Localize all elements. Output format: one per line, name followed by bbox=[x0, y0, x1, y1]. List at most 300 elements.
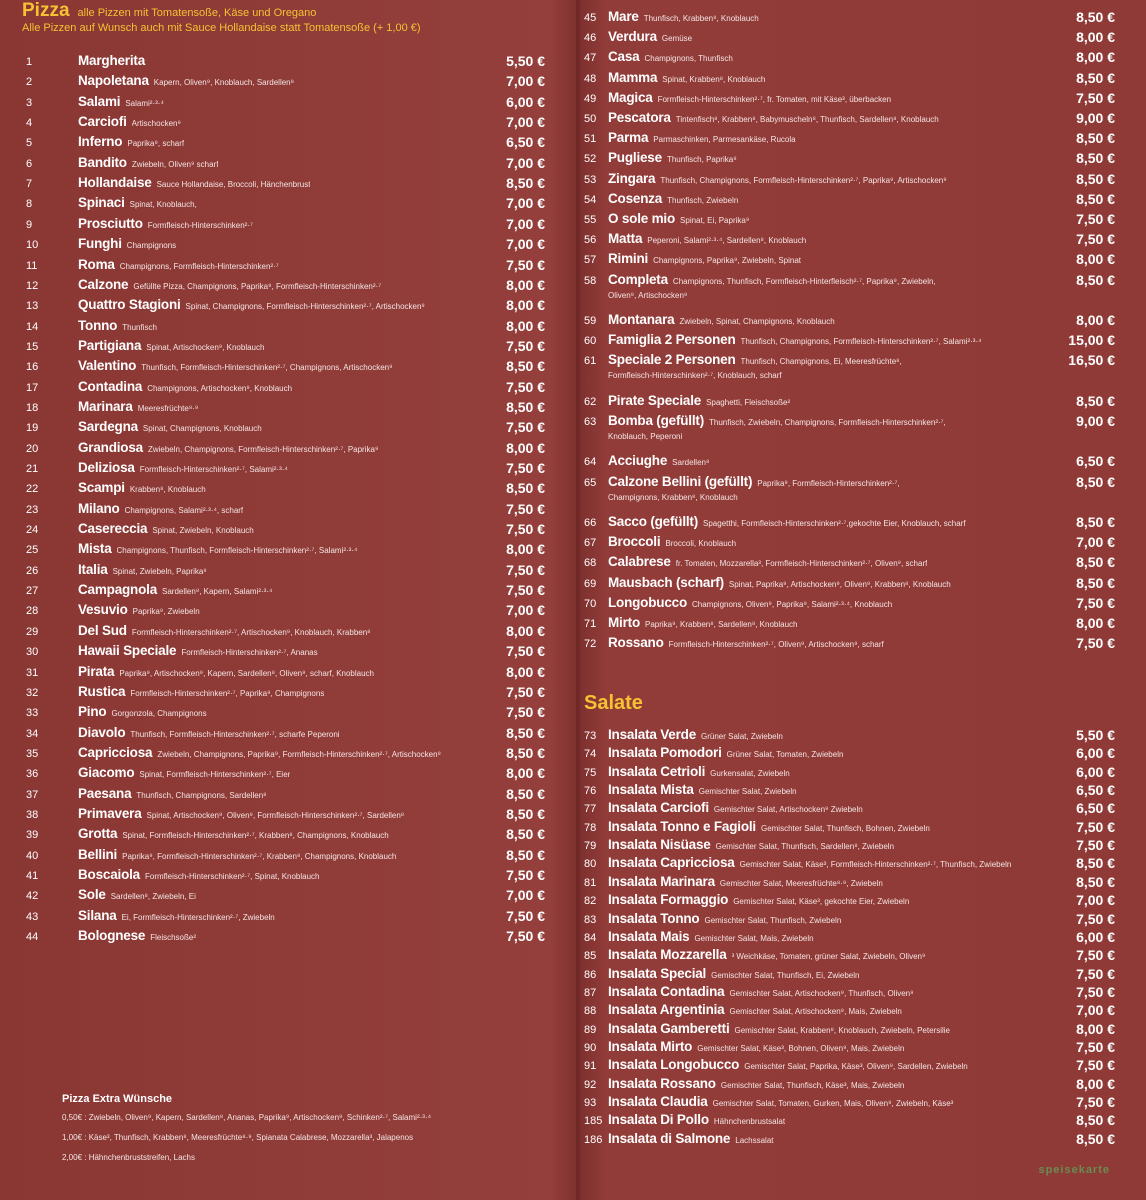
item-description: Gemischter Salat, Artischocken⁹, Thunfisch, Oliven⁹ bbox=[729, 988, 914, 998]
item-name: Margherita bbox=[78, 53, 146, 68]
item-text bbox=[608, 70, 765, 85]
item-price: 15,00 € bbox=[1068, 332, 1115, 349]
item-text bbox=[78, 480, 206, 495]
item-name: Insalata Nisüase bbox=[608, 837, 711, 853]
menu-item bbox=[0, 318, 560, 338]
item-description: Gemischter Salat, Thunfisch, Zwiebeln bbox=[704, 915, 842, 925]
item-description: Ei, Formfleisch-Hinterschinken²·⁷, Zwiebeln bbox=[121, 912, 275, 922]
item-description-cont: Formfleisch-Hinterschinken²·⁷, Knoblauch, scharf bbox=[608, 371, 782, 381]
item-description: Gemischter Salat, Thunfisch, Ei, Zwiebeln bbox=[711, 970, 860, 980]
item-name: Insalata Contadina bbox=[608, 983, 725, 999]
item-text bbox=[608, 352, 902, 367]
item-text bbox=[608, 534, 736, 549]
menu-item bbox=[0, 440, 560, 460]
item-description: Zwiebeln, Oliven⁹ scharf bbox=[131, 159, 219, 169]
item-text bbox=[608, 892, 909, 907]
extras-line: 2,00€ : Hähnchenbruststreifen, Lachs bbox=[62, 1153, 195, 1162]
menu-item bbox=[0, 399, 560, 419]
item-name: Mamma bbox=[608, 69, 658, 85]
menu-item bbox=[0, 786, 560, 806]
item-price: 7,00 € bbox=[506, 114, 545, 131]
menu-item bbox=[0, 928, 560, 948]
item-price: 8,50 € bbox=[506, 846, 545, 863]
item-number: 71 bbox=[584, 618, 597, 630]
menu-item bbox=[580, 251, 1146, 271]
item-price: 8,00 € bbox=[506, 317, 545, 334]
menu-item bbox=[580, 90, 1146, 110]
item-price: 8,00 € bbox=[1076, 49, 1115, 66]
item-price: 8,50 € bbox=[506, 785, 545, 802]
item-name: Insalata Rossano bbox=[608, 1075, 716, 1091]
item-price: 7,50 € bbox=[506, 521, 545, 538]
item-price: 8,50 € bbox=[506, 358, 545, 375]
item-name: Deliziosa bbox=[78, 460, 135, 475]
item-description: ³ Weichkäse, Tomaten, grüner Salat, Zwiebeln, Oliven⁹ bbox=[731, 952, 926, 962]
item-number: 14 bbox=[26, 320, 39, 333]
item-price: 7,50 € bbox=[1076, 1094, 1115, 1110]
item-number: 43 bbox=[26, 910, 39, 923]
item-description: Spaghetti, Fleischsoße² bbox=[706, 397, 791, 407]
menu-item bbox=[580, 352, 1146, 372]
item-description: Spinat, Zwiebeln, Knoblauch bbox=[152, 526, 254, 536]
item-number: 81 bbox=[584, 876, 597, 889]
item-number: 77 bbox=[584, 803, 597, 816]
item-price: 7,50 € bbox=[506, 704, 545, 721]
item-number: 19 bbox=[26, 422, 39, 435]
item-name: Insalata di Salmone bbox=[608, 1130, 731, 1146]
item-price: 8,00 € bbox=[1076, 312, 1115, 328]
menu-item bbox=[580, 929, 1146, 949]
item-name: Hollandaise bbox=[78, 175, 152, 191]
item-name: Insalata Longobucco bbox=[608, 1057, 740, 1073]
item-number: 31 bbox=[26, 666, 39, 679]
item-price: 7,50 € bbox=[506, 337, 545, 354]
item-text bbox=[608, 231, 806, 246]
item-number: 76 bbox=[584, 785, 597, 798]
item-name: Hawaii Speciale bbox=[78, 643, 177, 659]
item-description: Artischocken⁹ bbox=[131, 119, 181, 129]
menu-item bbox=[0, 908, 560, 928]
item-price: 7,00 € bbox=[506, 195, 545, 212]
item-description: Gemischter Salat, Mais, Zwiebeln bbox=[694, 933, 814, 943]
menu-item bbox=[580, 130, 1146, 150]
item-description: Peperoni, Salami²·³·⁴, Sardellen⁸, Knoblauch bbox=[647, 236, 807, 246]
menu-item bbox=[580, 554, 1146, 574]
item-price: 8,00 € bbox=[1076, 251, 1115, 268]
item-number: 62 bbox=[584, 395, 597, 408]
item-description: Broccoli, Knoblauch bbox=[665, 539, 737, 549]
menu-item bbox=[580, 413, 1146, 433]
menu-item bbox=[0, 134, 560, 154]
item-name: Carciofi bbox=[78, 114, 127, 130]
item-text bbox=[608, 413, 946, 428]
item-number: 70 bbox=[584, 597, 597, 610]
item-number: 47 bbox=[584, 52, 597, 65]
item-name: Primavera bbox=[78, 805, 142, 821]
item-name: Mirto bbox=[608, 615, 640, 630]
item-description: Grüner Salat, Zwiebeln bbox=[701, 732, 783, 741]
item-description: Sardellen⁸, Kapern, Salami²·³·⁴ bbox=[162, 587, 273, 597]
item-name: Insalata Tonno bbox=[608, 910, 700, 926]
menu-item bbox=[580, 211, 1146, 231]
item-description: Parmaschinken, Parmesankäse, Rucola bbox=[653, 135, 796, 145]
item-description: Meeresfrüchte⁸·⁹ bbox=[137, 403, 199, 413]
menu-item bbox=[0, 155, 560, 175]
item-number: 91 bbox=[584, 1060, 597, 1073]
item-name: Partigiana bbox=[78, 337, 142, 353]
item-price: 7,50 € bbox=[506, 460, 545, 476]
item-price: 7,00 € bbox=[506, 215, 545, 232]
item-price: 8,50 € bbox=[1076, 1130, 1115, 1147]
item-description: Spinat, Artischocken⁹, Oliven⁹, Formfleisch-Hinterschinken²·⁷, Sardellen⁸ bbox=[146, 810, 405, 820]
item-text bbox=[78, 460, 288, 475]
item-number: 32 bbox=[26, 686, 39, 699]
item-price: 7,00 € bbox=[1076, 892, 1115, 909]
item-name: Calzone bbox=[78, 276, 129, 292]
item-price: 7,50 € bbox=[506, 582, 545, 599]
item-price: 8,50 € bbox=[1076, 514, 1115, 530]
item-name: Tonno bbox=[78, 317, 118, 333]
item-number: 5 bbox=[26, 137, 33, 150]
item-number: 11 bbox=[26, 259, 38, 272]
menu-item bbox=[580, 745, 1146, 765]
item-name: Insalata Mista bbox=[608, 782, 694, 798]
item-number: 22 bbox=[26, 483, 39, 496]
item-name: Pino bbox=[78, 704, 107, 720]
menu-item bbox=[0, 521, 560, 541]
item-name: Valentino bbox=[78, 358, 137, 374]
item-description: Champignons, Formfleisch-Hinterschinken²·⁷ bbox=[119, 261, 279, 271]
item-description: Spinat, Formfleisch-Hinterschinken²·⁷, Eier bbox=[139, 770, 291, 780]
menu-item bbox=[0, 704, 560, 724]
item-name: Sardegna bbox=[78, 419, 138, 435]
item-description: Paprika⁹, Artischocken⁹, Kapern, Sardellen⁸, Oliven⁹, scharf, Knoblauch bbox=[119, 668, 374, 678]
menu-item bbox=[580, 514, 1146, 534]
item-number: 41 bbox=[26, 870, 39, 882]
item-name: Paesana bbox=[78, 785, 132, 801]
item-text bbox=[608, 211, 749, 226]
item-price: 7,50 € bbox=[1076, 947, 1115, 964]
item-name: Acciughe bbox=[608, 453, 668, 469]
item-text bbox=[78, 521, 254, 536]
item-price: 7,50 € bbox=[1076, 910, 1115, 927]
item-text bbox=[608, 800, 863, 815]
item-text bbox=[608, 984, 914, 999]
menu-item bbox=[580, 727, 1146, 747]
menu-item bbox=[0, 826, 560, 846]
item-text bbox=[78, 358, 393, 373]
item-price: 7,00 € bbox=[506, 154, 545, 171]
item-price: 7,50 € bbox=[506, 643, 545, 660]
item-number: 65 bbox=[584, 476, 597, 489]
menu-item bbox=[580, 1131, 1146, 1151]
menu-item bbox=[580, 635, 1146, 655]
item-name: Mausbach (scharf) bbox=[608, 574, 724, 590]
item-name: Cosenza bbox=[608, 190, 663, 206]
pizza-extras bbox=[62, 1093, 532, 1173]
item-price: 6,00 € bbox=[506, 93, 545, 110]
item-number: 1 bbox=[26, 56, 33, 68]
item-text bbox=[608, 150, 737, 165]
item-number: 66 bbox=[584, 517, 597, 529]
item-description: fr. Tomaten, Mozzarella³, Formfleisch-Hinterschinken²·⁷, Oliven⁹, scharf bbox=[675, 559, 928, 569]
menu-item bbox=[580, 1002, 1146, 1022]
item-number: 42 bbox=[26, 890, 39, 903]
item-text bbox=[608, 272, 936, 287]
item-name: Insalata Carciofi bbox=[608, 800, 709, 816]
item-number: 15 bbox=[26, 340, 39, 353]
menu-item bbox=[0, 806, 560, 826]
menu-item bbox=[0, 94, 560, 114]
item-description: Champignons bbox=[126, 241, 177, 251]
item-description: Gemischter Salat, Krabben⁸, Knoblauch, Zwiebeln, Petersilie bbox=[734, 1025, 950, 1035]
extras-title: Pizza Extra Wünsche bbox=[62, 1093, 173, 1105]
item-text bbox=[78, 195, 197, 210]
item-text bbox=[78, 745, 441, 760]
item-number: 92 bbox=[584, 1078, 597, 1091]
item-name: Campagnola bbox=[78, 582, 158, 598]
item-price: 8,50 € bbox=[1076, 554, 1115, 571]
item-price: 8,50 € bbox=[1076, 1112, 1115, 1129]
item-text bbox=[78, 623, 371, 638]
item-description: Thunfisch, Champignons, Ei, Meeresfrüchte⁸, bbox=[740, 357, 902, 367]
item-number: 37 bbox=[26, 788, 39, 801]
item-number: 54 bbox=[584, 193, 597, 206]
item-name: Insalata Gamberetti bbox=[608, 1020, 730, 1036]
menu-item bbox=[0, 175, 560, 195]
item-description: Spagetthi, Formfleisch-Hinterschinken²·⁷,gekochte Eier, Knoblauch, scharf bbox=[703, 519, 966, 528]
item-description: Gorgonzola, Champignons bbox=[111, 709, 207, 719]
item-name: Giacomo bbox=[78, 765, 135, 781]
item-name: Marinara bbox=[78, 398, 133, 414]
menu-item bbox=[580, 764, 1146, 784]
item-price: 7,50 € bbox=[506, 561, 545, 578]
item-description: Formfleisch-Hinterschinken²·⁷, Salami²·³·⁴ bbox=[139, 465, 288, 474]
menu-item bbox=[580, 110, 1146, 130]
menu-item bbox=[580, 595, 1146, 615]
menu-item bbox=[0, 541, 560, 561]
item-price: 7,50 € bbox=[1076, 594, 1115, 611]
item-description: Thunfisch, Champignons, Formfleisch-Hinterschinken²·⁷, Paprika⁹, Artischocken⁹ bbox=[660, 175, 947, 185]
item-name: Calabrese bbox=[608, 554, 671, 570]
menu-item bbox=[580, 332, 1146, 352]
item-text bbox=[78, 826, 389, 841]
item-name: Del Sud bbox=[78, 622, 127, 638]
item-name: Broccoli bbox=[608, 534, 661, 550]
item-name: Capricciosa bbox=[78, 744, 153, 760]
item-name: Quattro Stagioni bbox=[78, 297, 181, 313]
item-name: Zingara bbox=[608, 170, 656, 186]
item-description: Zwiebeln, Spinat, Champignons, Knoblauch bbox=[679, 317, 835, 326]
item-name: Roma bbox=[78, 256, 115, 272]
item-text bbox=[78, 887, 196, 902]
menu-item bbox=[580, 29, 1146, 49]
item-description: Champignons, Paprika⁹, Zwiebeln, Spinat bbox=[653, 256, 802, 266]
item-number: 50 bbox=[584, 113, 597, 125]
item-description: Champignons, Thunfisch, Formfleisch-Hinterschinken²·⁷, Salami²·³·⁴ bbox=[116, 546, 358, 556]
item-text bbox=[608, 453, 709, 468]
item-name: Sacco (gefüllt) bbox=[608, 514, 699, 529]
item-text bbox=[78, 94, 164, 109]
item-description: Gemischter Salat, Thunfisch, Sardellen⁸, Zwiebeln bbox=[715, 842, 895, 852]
item-price: 8,00 € bbox=[1076, 615, 1115, 631]
item-price: 5,50 € bbox=[1076, 727, 1115, 743]
menu-item bbox=[580, 231, 1146, 251]
item-description: Salami²·³·⁴ bbox=[125, 98, 164, 108]
item-price: 7,50 € bbox=[1076, 89, 1115, 106]
item-text bbox=[78, 643, 318, 658]
item-text bbox=[608, 514, 966, 529]
item-text bbox=[608, 191, 738, 206]
item-price: 6,50 € bbox=[1076, 800, 1115, 817]
item-price: 7,50 € bbox=[1076, 965, 1115, 982]
item-number: 46 bbox=[584, 32, 597, 45]
menu-item bbox=[580, 874, 1146, 894]
item-number: 51 bbox=[584, 133, 597, 146]
menu-item bbox=[0, 501, 560, 521]
menu-item bbox=[0, 114, 560, 134]
item-description: Spinat, Ei, Paprika⁹ bbox=[680, 216, 750, 225]
item-description: Hähnchenbrustsalat bbox=[713, 1117, 786, 1127]
item-price: 7,00 € bbox=[1076, 1002, 1115, 1019]
item-description: Paprika⁹, Zwiebeln bbox=[132, 607, 200, 617]
item-name: Insalata Capricciosa bbox=[608, 855, 735, 871]
menu-item bbox=[580, 474, 1146, 494]
item-price: 7,50 € bbox=[506, 500, 545, 517]
menu-item bbox=[580, 534, 1146, 554]
item-text bbox=[78, 786, 267, 801]
item-name: Spinaci bbox=[78, 195, 125, 211]
menu-item bbox=[0, 338, 560, 358]
item-price: 8,00 € bbox=[506, 622, 545, 639]
item-number: 38 bbox=[26, 808, 39, 821]
item-number: 3 bbox=[26, 96, 33, 109]
item-price: 8,50 € bbox=[1076, 150, 1115, 167]
menu-item bbox=[580, 837, 1146, 857]
item-name: Inferno bbox=[78, 134, 123, 150]
item-price: 6,50 € bbox=[506, 134, 545, 151]
item-price: 8,00 € bbox=[1076, 1020, 1115, 1037]
item-name: Boscaiola bbox=[78, 867, 140, 882]
item-description: Gemischter Salat, Käse³, Formfleisch-Hinterschinken²·⁷, Thunfisch, Zwiebeln bbox=[739, 860, 1012, 870]
item-number: 87 bbox=[584, 986, 597, 999]
menu-item bbox=[0, 257, 560, 277]
item-text bbox=[78, 216, 253, 231]
item-text bbox=[78, 236, 176, 251]
item-text bbox=[608, 9, 759, 24]
item-text bbox=[608, 312, 835, 327]
item-text bbox=[608, 90, 891, 105]
item-price: 7,00 € bbox=[506, 602, 545, 619]
item-name: Verdura bbox=[608, 29, 657, 45]
item-text bbox=[608, 130, 796, 145]
item-text bbox=[608, 474, 900, 489]
item-name: Completa bbox=[608, 271, 668, 287]
item-price: 8,50 € bbox=[1076, 855, 1115, 872]
item-description: Champignons, Thunfisch bbox=[644, 54, 733, 64]
menu-item bbox=[580, 9, 1146, 29]
menu-item bbox=[580, 855, 1146, 875]
item-text bbox=[78, 297, 425, 312]
item-number: 68 bbox=[584, 557, 597, 570]
item-price: 6,50 € bbox=[1076, 453, 1115, 470]
item-name: Magica bbox=[608, 89, 653, 105]
item-name: Speciale 2 Personen bbox=[608, 352, 736, 368]
menu-item bbox=[580, 947, 1146, 967]
menu-item bbox=[580, 819, 1146, 839]
item-number: 9 bbox=[26, 218, 33, 231]
menu-item bbox=[580, 800, 1146, 820]
item-text bbox=[608, 1021, 950, 1036]
item-price: 8,50 € bbox=[506, 480, 545, 497]
item-text bbox=[78, 765, 290, 780]
menu-item bbox=[0, 582, 560, 602]
item-text bbox=[608, 251, 801, 266]
item-description: Lachssalat bbox=[735, 1135, 774, 1145]
item-description: Formfleisch-Hinterschinken²·⁷ bbox=[147, 220, 253, 230]
item-name: Bandito bbox=[78, 154, 127, 170]
item-name: Italia bbox=[78, 561, 108, 577]
item-description: Gemischter Salat, Käse³, Bohnen, Oliven⁹, Mais, Zwiebeln bbox=[697, 1043, 905, 1053]
item-price: 7,50 € bbox=[506, 419, 545, 436]
item-description: Formfleisch-Hinterschinken²·⁷, Artischocken⁹, Knoblauch, Krabben⁸ bbox=[131, 627, 371, 637]
item-price: 8,50 € bbox=[506, 744, 545, 761]
item-name: Silana bbox=[78, 907, 117, 923]
item-text bbox=[608, 911, 841, 926]
item-text bbox=[608, 745, 843, 760]
menu-item bbox=[0, 216, 560, 236]
item-number: 20 bbox=[26, 442, 39, 455]
item-text bbox=[78, 928, 196, 943]
item-price: 8,50 € bbox=[506, 826, 545, 843]
item-price: 8,50 € bbox=[1076, 9, 1115, 25]
menu-item bbox=[580, 453, 1146, 473]
item-description: Spinat, Artischocken⁹, Knoblauch bbox=[146, 342, 265, 352]
item-price: 7,50 € bbox=[1076, 231, 1115, 248]
item-description: Thunfisch, Champignons, Sardellen⁸ bbox=[136, 790, 267, 800]
item-text bbox=[78, 664, 374, 679]
menu-item bbox=[0, 725, 560, 745]
item-text bbox=[78, 134, 184, 149]
item-price: 7,00 € bbox=[506, 73, 545, 90]
item-name: Diavolo bbox=[78, 724, 126, 740]
item-text bbox=[608, 393, 790, 408]
item-name: Longobucco bbox=[608, 594, 687, 610]
item-description: Champignons, Thunfisch, Formfleisch-Hinterfleisch²·⁷, Paprika⁹, Zwiebeln, bbox=[672, 276, 936, 286]
item-name: Insalata Tonno e Fagioli bbox=[608, 818, 756, 834]
item-price: 9,00 € bbox=[1076, 413, 1115, 429]
item-name: Casa bbox=[608, 49, 640, 65]
item-number: 69 bbox=[584, 577, 597, 590]
item-number: 16 bbox=[26, 361, 39, 374]
item-number: 67 bbox=[584, 537, 597, 550]
menu-item bbox=[580, 150, 1146, 170]
item-text bbox=[608, 110, 939, 125]
item-text bbox=[608, 595, 892, 610]
item-name: Rimini bbox=[608, 251, 649, 267]
menu-item bbox=[0, 664, 560, 684]
item-text bbox=[608, 837, 894, 852]
item-number: 2 bbox=[26, 76, 33, 89]
item-number: 44 bbox=[26, 931, 39, 944]
item-price: 8,50 € bbox=[506, 805, 545, 822]
item-number: 72 bbox=[584, 638, 597, 651]
item-name: Montanara bbox=[608, 312, 675, 327]
item-name: Pescatora bbox=[608, 110, 671, 125]
item-description: Thunfisch, Zwiebeln bbox=[667, 195, 739, 205]
item-number: 186 bbox=[584, 1133, 603, 1146]
item-name: Matta bbox=[608, 231, 643, 247]
